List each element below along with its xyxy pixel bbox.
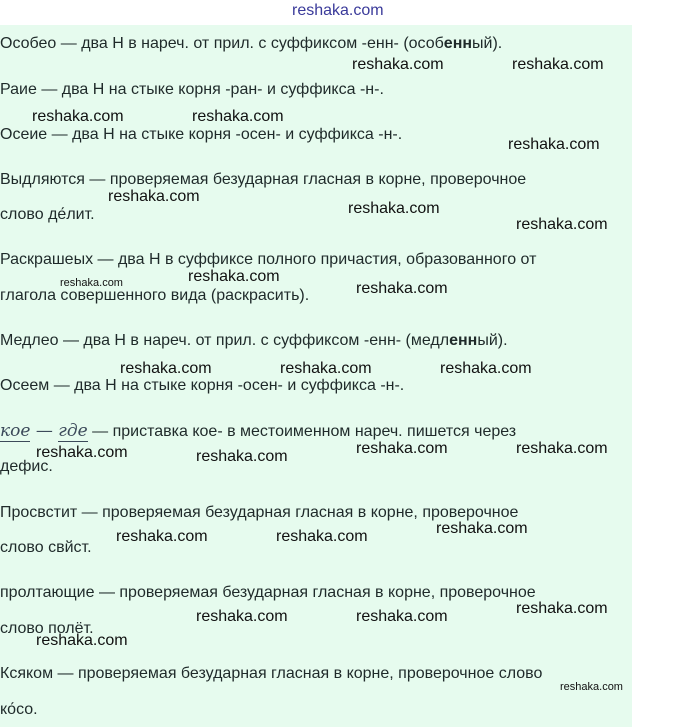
watermark: reshaka.com <box>280 360 372 377</box>
entry-line: Раскрашеых — два Н в суффиксе полного причастия, образованного от <box>0 251 537 268</box>
watermark: reshaka.com <box>516 216 608 233</box>
watermark: reshaka.com <box>120 360 212 377</box>
entry-line: Ксяком — проверяемая безударная гласная в корне, проверочное слово <box>0 665 543 682</box>
entry-line: Осеем — два Н на стыке корня -осен- и суффикса -н-. <box>0 377 405 394</box>
entry-line: Выдляются — проверяемая безударная гласная в корне, проверочное <box>0 171 527 188</box>
watermark: reshaka.com <box>32 108 124 125</box>
watermark: reshaka.com <box>36 632 128 649</box>
entry-line: слово полёт. <box>0 620 94 637</box>
watermark: reshaka.com <box>348 200 440 217</box>
entry-line: Раие — два Н на стыке корня -ран- и суффикса -н-. <box>0 81 384 98</box>
watermark: reshaka.com <box>356 608 448 625</box>
watermark: reshaka.com <box>36 444 128 461</box>
site-link[interactable]: reshaka.com <box>292 2 384 19</box>
entry-line: Просвстит — проверяемая безударная гласная в корне, проверочное <box>0 504 519 521</box>
watermark: reshaka.com <box>508 136 600 153</box>
watermark: reshaka.com <box>188 268 280 285</box>
watermark: reshaka.com <box>196 448 288 465</box>
entry-line: пролтающие — проверяемая безударная гласная в корне, проверочное <box>0 584 536 601</box>
watermark: reshaka.com <box>108 188 200 205</box>
entry-line: дефис. <box>0 458 53 475</box>
entry-line: слово свйст. <box>0 539 92 556</box>
watermark: reshaka.com <box>60 277 123 289</box>
watermark: reshaka.com <box>356 440 448 457</box>
watermark: reshaka.com <box>516 440 608 457</box>
entry-line: слово де́лит. <box>0 206 95 223</box>
entry-line: Медлео — два Н в нареч. от прил. с суффиксом -енн- (медленный). <box>0 332 508 349</box>
watermark: reshaka.com <box>436 520 528 537</box>
watermark: reshaka.com <box>352 56 444 73</box>
entry-line: Осеие — два Н на стыке корня -осен- и суффикса -н-. <box>0 126 403 143</box>
watermark: reshaka.com <box>116 528 208 545</box>
watermark: reshaka.com <box>560 681 623 693</box>
watermark: reshaka.com <box>276 528 368 545</box>
watermark: reshaka.com <box>512 56 604 73</box>
entry-line: ко́со. <box>0 701 38 718</box>
watermark: reshaka.com <box>196 608 288 625</box>
entry-line: Особео — два Н в нареч. от прил. с суффиксом -енн- (особенный). <box>0 35 503 52</box>
entry-line: глагола совершенного вида (раскрасить). <box>0 287 310 304</box>
watermark: reshaka.com <box>356 280 448 297</box>
entry-line: кое — где — приставка кое- в местоименном нареч. пишется через <box>0 421 517 441</box>
watermark: reshaka.com <box>192 108 284 125</box>
watermark: reshaka.com <box>440 360 532 377</box>
watermark: reshaka.com <box>516 600 608 617</box>
